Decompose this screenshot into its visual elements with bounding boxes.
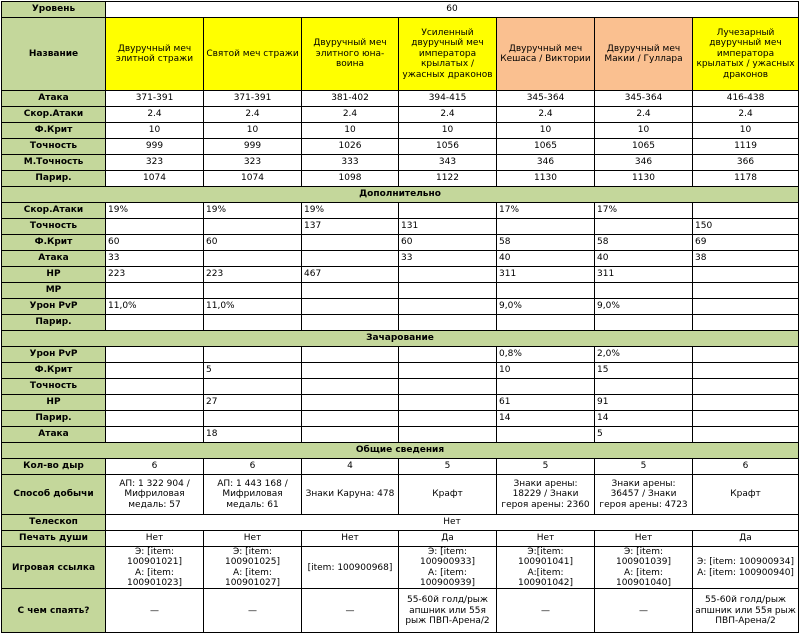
stat-value	[497, 315, 595, 331]
soulbind-value: Да	[399, 531, 497, 547]
stat-value: 15	[595, 363, 693, 379]
stat-value: 371-391	[106, 91, 204, 107]
item-link-cell	[497, 547, 595, 589]
section-extra	[2, 187, 799, 203]
stat-value	[204, 379, 302, 395]
row-label: Точность	[2, 219, 106, 235]
stat-value: 131	[399, 219, 497, 235]
obtain-value: Знаки арены: 36457 / Знаки героя арены: 4723	[595, 475, 693, 515]
stat-value: 10	[204, 123, 302, 139]
stat-value: 1119	[693, 139, 799, 155]
stat-value: 10	[497, 123, 595, 139]
stat-value	[693, 283, 799, 299]
stat-value: 91	[595, 395, 693, 411]
stat-value: 223	[204, 267, 302, 283]
obtain-value: Знаки Каруна: 478	[302, 475, 399, 515]
level-value: 60	[106, 2, 799, 18]
row-label: Ф.Крит	[2, 235, 106, 251]
fuse-row	[2, 589, 799, 633]
stat-value: 19%	[204, 203, 302, 219]
stat-value	[693, 395, 799, 411]
stat-value: 69	[693, 235, 799, 251]
weapon-comparison-table	[1, 1, 799, 633]
stat-value: 10	[399, 123, 497, 139]
item-link-cell	[106, 547, 204, 589]
stat-row	[2, 363, 799, 379]
slots-value: 5	[595, 459, 693, 475]
stat-value: 10	[302, 123, 399, 139]
item-link-cell	[399, 547, 497, 589]
stat-value	[693, 363, 799, 379]
stat-value: 40	[595, 251, 693, 267]
soulbind-row	[2, 531, 799, 547]
stat-value	[302, 299, 399, 315]
stat-value: 2.4	[497, 107, 595, 123]
stat-value: 467	[302, 267, 399, 283]
stat-value	[497, 283, 595, 299]
stat-value: 371-391	[204, 91, 302, 107]
stat-value	[399, 283, 497, 299]
telescope-value: Нет	[106, 515, 799, 531]
stat-value	[399, 347, 497, 363]
stat-value	[204, 315, 302, 331]
stat-value: 60	[399, 235, 497, 251]
row-label: Парир.	[2, 411, 106, 427]
stat-value	[399, 203, 497, 219]
stat-value	[595, 219, 693, 235]
stat-value: 1065	[595, 139, 693, 155]
row-label: Название	[2, 18, 106, 91]
item-link-cell	[302, 547, 399, 589]
row-label: Печать души	[2, 531, 106, 547]
stat-value: 60	[106, 235, 204, 251]
stat-value: 1065	[497, 139, 595, 155]
obtain-value: Крафт	[693, 475, 799, 515]
stat-value	[106, 411, 204, 427]
stat-value	[693, 347, 799, 363]
stat-value: 9,0%	[497, 299, 595, 315]
link-row	[2, 547, 799, 589]
stat-row	[2, 171, 799, 187]
stat-value: 40	[497, 251, 595, 267]
stat-value	[595, 283, 693, 299]
stat-row	[2, 123, 799, 139]
stat-value	[204, 283, 302, 299]
row-label: Ф.Крит	[2, 123, 106, 139]
stat-value: 323	[204, 155, 302, 171]
item-link-cell	[595, 547, 693, 589]
row-label: Скор.Атаки	[2, 203, 106, 219]
stat-value	[693, 267, 799, 283]
stat-value	[693, 299, 799, 315]
row-label: С чем спаять?	[2, 589, 106, 633]
stat-row	[2, 379, 799, 395]
telescope-row	[2, 515, 799, 531]
weapon-name: Святой меч стражи	[204, 18, 302, 91]
stat-value: 346	[595, 155, 693, 171]
stat-value: 10	[595, 123, 693, 139]
item-link: А: [item: 100900939]	[419, 567, 476, 589]
obtain-value: Знаки арены: 18229 / Знаки героя арены: 2360	[497, 475, 595, 515]
weapon-name: Двуручный меч элитной стражи	[106, 18, 204, 91]
item-link: Э: [item: 100901039]	[615, 547, 672, 568]
stat-value	[302, 395, 399, 411]
obtain-value: АП: 1 322 904 / Мифриловая медаль: 57	[106, 475, 204, 515]
stat-value	[302, 251, 399, 267]
row-label: М.Точность	[2, 155, 106, 171]
stat-value: 33	[399, 251, 497, 267]
item-link: А: [item: 100900940]	[697, 567, 794, 578]
stat-row	[2, 203, 799, 219]
row-label: Точность	[2, 139, 106, 155]
stat-value: 345-364	[595, 91, 693, 107]
item-link: Э: [item: 100901025]	[224, 547, 281, 568]
stat-value	[302, 283, 399, 299]
stat-value: 1056	[399, 139, 497, 155]
stat-value: 381-402	[302, 91, 399, 107]
stat-row	[2, 107, 799, 123]
stat-value	[399, 315, 497, 331]
stat-value	[399, 379, 497, 395]
soulbind-value: Да	[693, 531, 799, 547]
stat-value	[399, 363, 497, 379]
stat-value: 2.4	[399, 107, 497, 123]
stat-value	[106, 395, 204, 411]
stat-row	[2, 267, 799, 283]
slots-row	[2, 459, 799, 475]
stat-value	[497, 427, 595, 443]
stat-value	[595, 379, 693, 395]
weapon-name: Усиленный двуручный меч императора крылатых / ужасных драконов	[399, 18, 497, 91]
item-link: Э: [item: 100901021]	[126, 547, 183, 568]
stat-value	[693, 411, 799, 427]
stat-value: 18	[204, 427, 302, 443]
stat-value: 19%	[106, 203, 204, 219]
stat-value: 10	[106, 123, 204, 139]
stat-value	[204, 219, 302, 235]
row-label: Точность	[2, 379, 106, 395]
weapon-name: Двуручный меч Макии / Гуллара	[595, 18, 693, 91]
stat-row	[2, 155, 799, 171]
row-label: Скор.Атаки	[2, 107, 106, 123]
slots-value: 6	[106, 459, 204, 475]
obtain-row	[2, 475, 799, 515]
stat-value: 10	[497, 363, 595, 379]
stat-value: 2.4	[106, 107, 204, 123]
slots-value: 6	[204, 459, 302, 475]
row-label: Способ добычи	[2, 475, 106, 515]
stat-value: 416-438	[693, 91, 799, 107]
stat-value	[497, 379, 595, 395]
stat-value: 19%	[302, 203, 399, 219]
stat-value: 137	[302, 219, 399, 235]
stat-row	[2, 283, 799, 299]
stat-value: 10	[693, 123, 799, 139]
stat-value: 5	[595, 427, 693, 443]
stat-value: 1074	[204, 171, 302, 187]
stat-row	[2, 411, 799, 427]
soulbind-value: Нет	[302, 531, 399, 547]
name-row	[2, 18, 799, 91]
stat-value: 366	[693, 155, 799, 171]
stat-value: 323	[106, 155, 204, 171]
stat-value: 333	[302, 155, 399, 171]
weapon-name: Лучезарный двуручный меч императора крылатых / ужасных драконов	[693, 18, 799, 91]
stat-value	[399, 427, 497, 443]
stat-value: 1098	[302, 171, 399, 187]
stat-value	[106, 315, 204, 331]
row-label: Атака	[2, 427, 106, 443]
stat-value	[693, 427, 799, 443]
stat-value	[106, 379, 204, 395]
stat-value	[106, 219, 204, 235]
row-label: HP	[2, 267, 106, 283]
stat-value: 311	[595, 267, 693, 283]
section-title: Зачарование	[2, 331, 799, 347]
stat-value: 5	[204, 363, 302, 379]
soulbind-value: Нет	[204, 531, 302, 547]
stat-row	[2, 251, 799, 267]
stat-value	[399, 299, 497, 315]
fuse-value: 55-60й голд/рыж апшник или 55я рыж ПВП-Арена/2	[693, 589, 799, 633]
stat-value	[693, 379, 799, 395]
fuse-value: —	[106, 589, 204, 633]
stat-value	[399, 411, 497, 427]
slots-value: 4	[302, 459, 399, 475]
obtain-value: АП: 1 443 168 / Мифриловая медаль: 61	[204, 475, 302, 515]
row-label: Урон PvP	[2, 299, 106, 315]
stat-value	[497, 219, 595, 235]
stat-value	[302, 347, 399, 363]
slots-value: 5	[399, 459, 497, 475]
stat-value: 311	[497, 267, 595, 283]
item-link-cell	[693, 547, 799, 589]
row-label: Телескоп	[2, 515, 106, 531]
item-link: А:[item: 100901042]	[517, 567, 574, 589]
item-link: Э: [item: 100900933]	[419, 547, 476, 568]
soulbind-value: Нет	[106, 531, 204, 547]
fuse-value: —	[302, 589, 399, 633]
soulbind-value: Нет	[497, 531, 595, 547]
stat-value: 0,8%	[497, 347, 595, 363]
stat-value: 394-415	[399, 91, 497, 107]
stat-value	[106, 363, 204, 379]
item-link: А: [item: 100901023]	[126, 567, 183, 589]
row-label: Ф.Крит	[2, 363, 106, 379]
stat-value: 14	[497, 411, 595, 427]
stat-value: 1122	[399, 171, 497, 187]
stat-row	[2, 347, 799, 363]
stat-value	[204, 251, 302, 267]
stat-row	[2, 315, 799, 331]
section-enchant	[2, 331, 799, 347]
item-link: Э: [item: 100900934]	[697, 557, 794, 568]
stat-value	[595, 315, 693, 331]
stat-value	[693, 315, 799, 331]
stat-value: 999	[106, 139, 204, 155]
slots-value: 5	[497, 459, 595, 475]
stat-value: 2.4	[693, 107, 799, 123]
stat-value: 17%	[595, 203, 693, 219]
stat-row	[2, 299, 799, 315]
weapon-name: Двуручный меч Кешаса / Виктории	[497, 18, 595, 91]
stat-value	[693, 203, 799, 219]
stat-value	[302, 427, 399, 443]
stat-value	[302, 315, 399, 331]
stat-value: 343	[399, 155, 497, 171]
item-link-cell	[204, 547, 302, 589]
stat-value: 1074	[106, 171, 204, 187]
fuse-value: —	[497, 589, 595, 633]
stat-value: 2.4	[302, 107, 399, 123]
stat-row	[2, 427, 799, 443]
slots-value: 6	[693, 459, 799, 475]
stat-value	[302, 235, 399, 251]
row-label: Урон PvP	[2, 347, 106, 363]
stat-value: 1178	[693, 171, 799, 187]
fuse-value: —	[204, 589, 302, 633]
row-label: Игровая ссылка	[2, 547, 106, 589]
stat-value: 58	[497, 235, 595, 251]
row-label: HP	[2, 395, 106, 411]
row-label: Атака	[2, 91, 106, 107]
row-label: Парир.	[2, 171, 106, 187]
section-title: Общие сведения	[2, 443, 799, 459]
stat-value	[399, 267, 497, 283]
weapon-name: Двуручный меч элитного юна-воина	[302, 18, 399, 91]
stat-value	[204, 347, 302, 363]
stat-value	[399, 395, 497, 411]
stat-value: 58	[595, 235, 693, 251]
stat-value	[106, 427, 204, 443]
stat-row	[2, 219, 799, 235]
fuse-value: —	[595, 589, 693, 633]
stat-value	[204, 411, 302, 427]
stat-value	[302, 411, 399, 427]
stat-value: 1130	[497, 171, 595, 187]
stat-value	[302, 363, 399, 379]
item-link: Э:[item: 100901041]	[517, 547, 574, 568]
stat-value: 9,0%	[595, 299, 693, 315]
row-label: MP	[2, 283, 106, 299]
soulbind-value: Нет	[595, 531, 693, 547]
item-link: [item: 100900968]	[307, 562, 393, 573]
fuse-value: 55-60й голд/рыж апшник или 55я рыж ПВП-Арена/2	[399, 589, 497, 633]
stat-value: 33	[106, 251, 204, 267]
obtain-value: Крафт	[399, 475, 497, 515]
item-link: А: [item: 100901027]	[224, 567, 281, 589]
stat-value: 1026	[302, 139, 399, 155]
stat-value: 17%	[497, 203, 595, 219]
stat-value: 38	[693, 251, 799, 267]
section-title: Дополнительно	[2, 187, 799, 203]
stat-value: 61	[497, 395, 595, 411]
stat-value: 346	[497, 155, 595, 171]
stat-value: 27	[204, 395, 302, 411]
stat-value: 1130	[595, 171, 693, 187]
stat-value: 14	[595, 411, 693, 427]
stat-value: 150	[693, 219, 799, 235]
stat-value: 223	[106, 267, 204, 283]
stat-value: 2.4	[595, 107, 693, 123]
level-row	[2, 2, 799, 18]
stat-value: 11,0%	[106, 299, 204, 315]
item-link: А: [item: 100901040]	[615, 567, 672, 589]
stat-value	[106, 347, 204, 363]
section-general	[2, 443, 799, 459]
row-label: Кол-во дыр	[2, 459, 106, 475]
stat-value: 60	[204, 235, 302, 251]
row-label: Парир.	[2, 315, 106, 331]
stat-row	[2, 235, 799, 251]
stat-value	[106, 283, 204, 299]
stat-row	[2, 395, 799, 411]
stat-value	[302, 379, 399, 395]
stat-value: 2,0%	[595, 347, 693, 363]
stat-value: 345-364	[497, 91, 595, 107]
row-label: Атака	[2, 251, 106, 267]
stat-value: 2.4	[204, 107, 302, 123]
stat-row	[2, 91, 799, 107]
row-label: Уровень	[2, 2, 106, 18]
stat-row	[2, 139, 799, 155]
stat-value: 11,0%	[204, 299, 302, 315]
stat-value: 999	[204, 139, 302, 155]
